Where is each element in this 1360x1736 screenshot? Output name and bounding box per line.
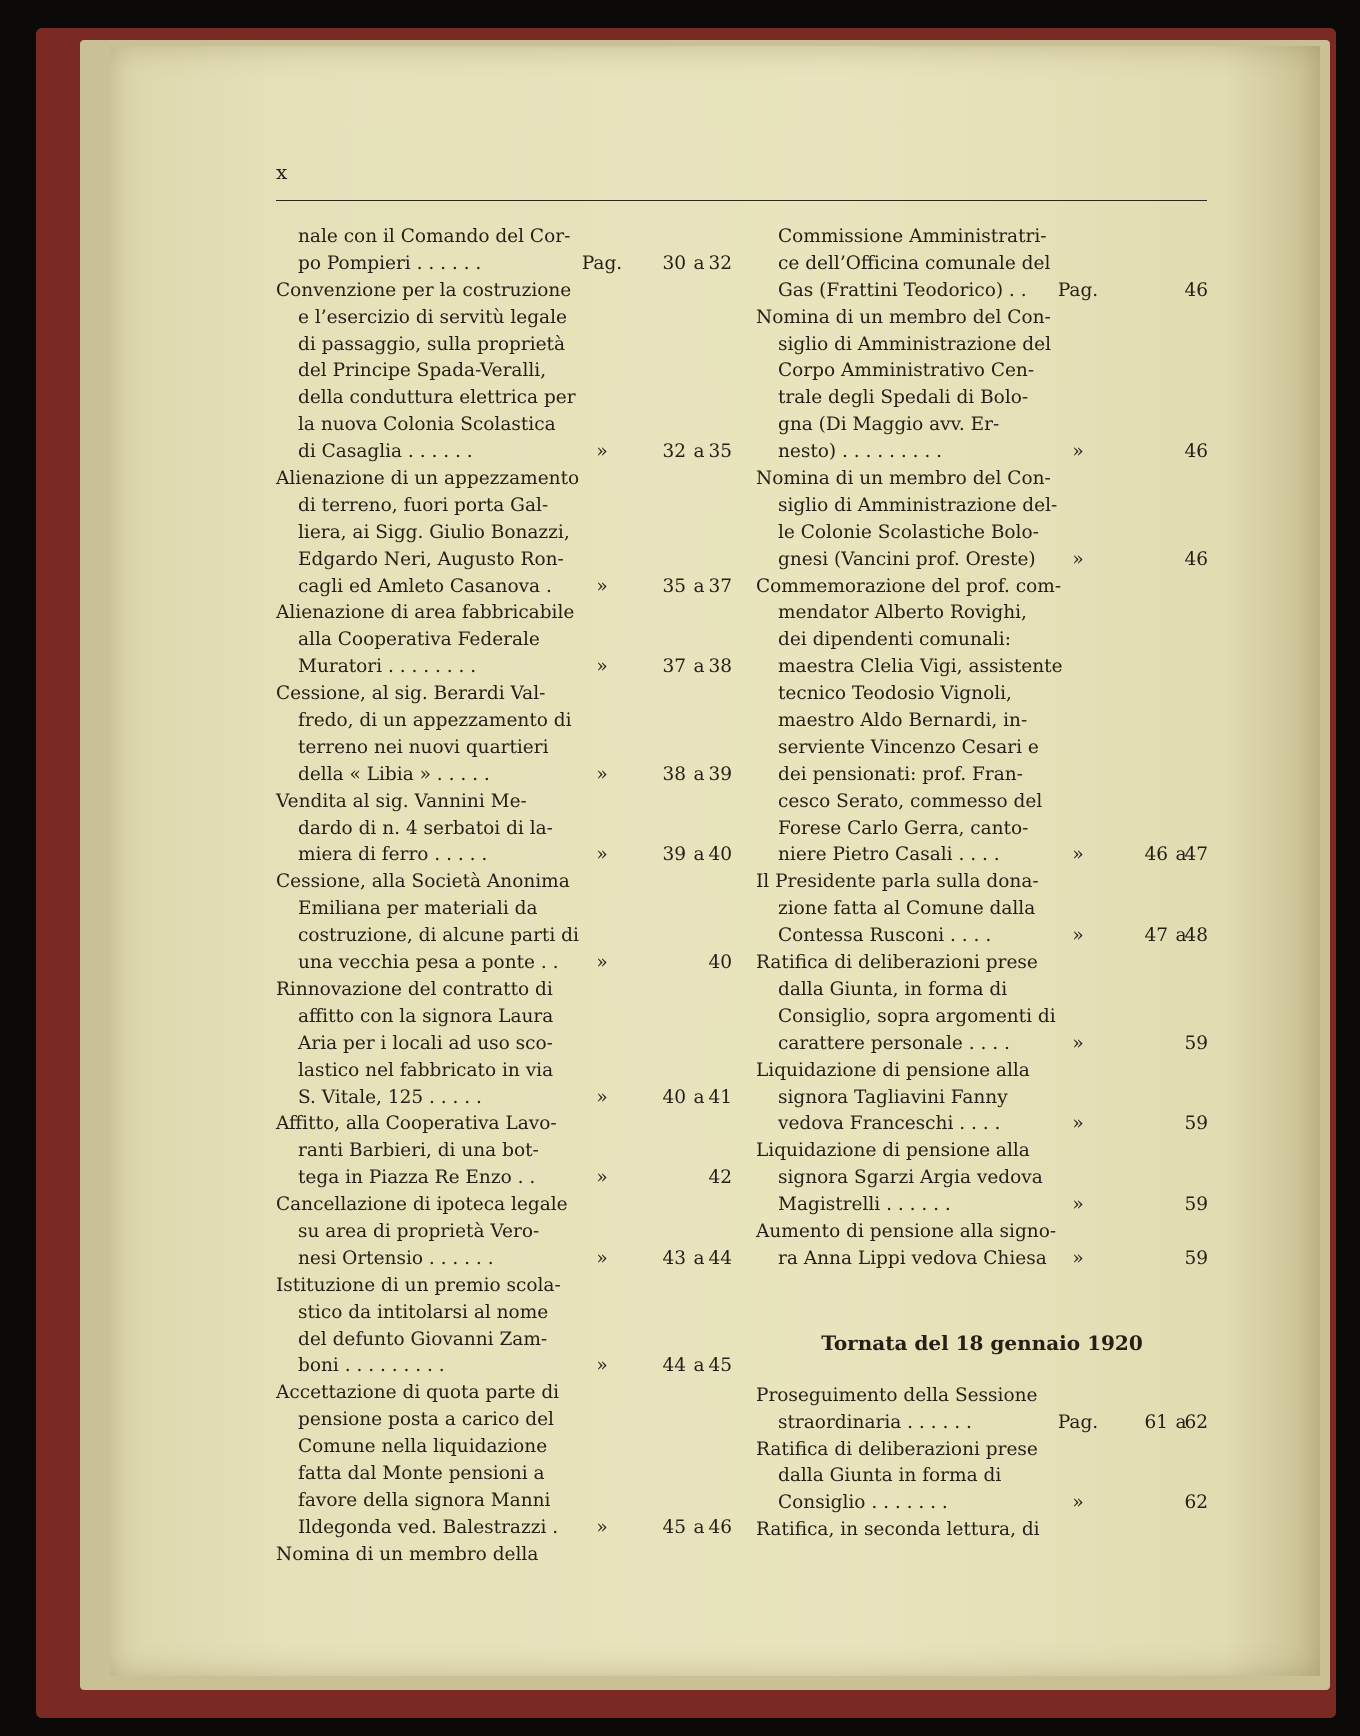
index-entry-line	[276, 547, 732, 574]
entry-text: nesi Ortensio . . . . . .	[298, 1247, 494, 1269]
index-entry-line	[276, 1246, 732, 1273]
entry-text: terreno nei nuovi quartieri	[298, 736, 549, 758]
entry-text: siglio di Amministrazione del-	[778, 494, 1058, 516]
entry-text: Rinnovazione del contratto di	[276, 978, 553, 1000]
page-end: 44	[708, 1247, 732, 1269]
entry-text: ra Anna Lippi vedova Chiesa	[778, 1247, 1047, 1269]
page-ref-prefix: »	[596, 1355, 608, 1377]
index-entry-line	[276, 305, 732, 332]
entry-text: Forese Carlo Gerra, canto-	[778, 817, 1029, 839]
page-start: 39	[662, 844, 686, 866]
entry-text: Liquidazione di pensione alla	[756, 1140, 1030, 1162]
page-end: 59	[1184, 1032, 1208, 1054]
page-range-sep: a	[1175, 1411, 1187, 1433]
page-end: 62	[1184, 1411, 1208, 1433]
page-range-sep: a	[1175, 844, 1187, 866]
page-ref-prefix: »	[596, 1247, 608, 1269]
page-reference	[1052, 547, 1208, 574]
page-ref-prefix: »	[1072, 1113, 1084, 1135]
entry-text: Contessa Rusconi . . . .	[778, 925, 992, 947]
page-start: 43	[662, 1247, 686, 1269]
entry-text: stico da intitolarsi al nome	[298, 1301, 549, 1323]
page-ref-prefix: »	[596, 575, 608, 597]
page-ref-prefix: »	[1072, 548, 1084, 570]
page-reference	[1052, 1031, 1208, 1058]
entry-text: pensione posta a carico del	[298, 1409, 554, 1431]
page-ref-prefix: »	[596, 1086, 608, 1108]
entry-text: Ratifica di deliberazioni prese	[756, 1438, 1038, 1460]
entry-text: Proseguimento della Sessione	[756, 1384, 1038, 1406]
page-end: 35	[708, 441, 732, 463]
page-ref-prefix: »	[1072, 1194, 1084, 1216]
entry-text: Edgardo Neri, Augusto Ron-	[298, 548, 564, 570]
page-reference	[576, 762, 732, 789]
index-entry-line	[756, 762, 1208, 789]
index-entry-line	[276, 1138, 732, 1165]
entry-text: Alienazione di un appezzamento	[276, 468, 580, 490]
page-range-sep: a	[1175, 925, 1187, 947]
entry-text: cagli ed Amleto Casanova .	[298, 575, 552, 597]
index-entry-line	[756, 493, 1208, 520]
entry-text: cesco Serato, commesso del	[778, 790, 1043, 812]
index-entry-line	[276, 224, 732, 251]
page-reference	[1052, 923, 1208, 950]
page-end: 46	[1184, 441, 1208, 463]
index-entry-line	[276, 600, 732, 627]
index-entry-line	[276, 251, 732, 278]
page-start: 45	[662, 1516, 686, 1538]
index-entry-line	[276, 1380, 732, 1407]
entry-text: S. Vitale, 125 . . . . .	[298, 1086, 482, 1108]
index-entry-line	[276, 681, 732, 708]
index-entry-line	[276, 816, 732, 843]
entry-text: lastico nel fabbricato in via	[298, 1059, 554, 1081]
page-end: 46	[1184, 548, 1208, 570]
entry-text: tega in Piazza Re Enzo . .	[298, 1167, 536, 1189]
page-end: 40	[708, 952, 732, 974]
page-start: 30	[662, 252, 686, 274]
page-start: 37	[662, 656, 686, 678]
page-end: 37	[708, 575, 732, 597]
index-entry-line	[276, 332, 732, 359]
entry-text: dei pensionati: prof. Fran-	[778, 763, 1023, 785]
index-entry-line	[756, 358, 1208, 385]
index-entry-line	[276, 896, 732, 923]
index-entry-line	[276, 1353, 732, 1380]
entry-text: Nomina di un membro della	[276, 1543, 539, 1565]
page-end: 46	[1184, 279, 1208, 301]
page-start: 35	[662, 575, 686, 597]
index-entry-line	[756, 278, 1208, 305]
entry-text: maestro Aldo Bernardi, in-	[778, 710, 1028, 732]
entry-text: della « Libia » . . . . .	[298, 763, 490, 785]
index-entry-line	[276, 869, 732, 896]
entry-text: Muratori . . . . . . . .	[298, 656, 477, 678]
entry-text: Alienazione di area fabbricabile	[276, 602, 575, 624]
entry-text: affitto con la signora Laura	[298, 1005, 554, 1027]
page-reference	[576, 574, 732, 601]
index-entry-line	[756, 466, 1208, 493]
index-entry-line	[276, 762, 732, 789]
entry-text: Consiglio . . . . . . .	[778, 1492, 948, 1514]
entry-text: boni . . . . . . . . .	[298, 1355, 445, 1377]
page-range-sep: a	[693, 844, 705, 866]
page-end: 42	[708, 1167, 732, 1189]
entry-text: Aria per i locali ad uso sco-	[298, 1032, 553, 1054]
page-reference	[576, 1515, 732, 1542]
entry-text: po Pompieri . . . . . .	[298, 252, 482, 274]
entry-text: gnesi (Vancini prof. Oreste)	[778, 548, 1036, 570]
entry-text: Convenzione per la costruzione	[276, 279, 572, 301]
page-range-sep: a	[693, 1516, 705, 1538]
entry-text: dardo di n. 4 serbatoi di la-	[298, 817, 553, 839]
entry-text: nesto) . . . . . . . . .	[778, 441, 942, 463]
page-ref-prefix: »	[596, 1167, 608, 1189]
section-spacer	[756, 1273, 1208, 1303]
index-entry-line	[276, 627, 732, 654]
index-entry-line	[756, 1517, 1208, 1544]
section-heading: Tornata del 18 gennaio 1920	[821, 1330, 1143, 1355]
index-entry-line	[276, 977, 732, 1004]
entry-text: Commemorazione del prof. com-	[756, 575, 1062, 597]
index-entry-line	[276, 842, 732, 869]
entry-text: del defunto Giovanni Zam-	[298, 1328, 548, 1350]
entry-text: Magistrelli . . . . . .	[778, 1194, 951, 1216]
index-entry-line	[756, 1165, 1208, 1192]
entry-text: signora Tagliavini Fanny	[778, 1086, 1008, 1108]
entry-text: siglio di Amministrazione del	[778, 333, 1051, 355]
index-entry-line	[276, 466, 732, 493]
index-entry-line	[756, 305, 1208, 332]
index-entry-line	[756, 1437, 1208, 1464]
index-entry-line	[276, 1515, 732, 1542]
entry-text: vedova Franceschi . . . .	[778, 1113, 1001, 1135]
page-ref-prefix: »	[1072, 1032, 1084, 1054]
page-start: 40	[662, 1086, 686, 1108]
index-entry-line	[756, 412, 1208, 439]
index-entry-line	[276, 708, 732, 735]
entry-text: Emiliana per materiali da	[298, 898, 538, 920]
index-entry-line	[276, 950, 732, 977]
page-ref-prefix: »	[1072, 1247, 1084, 1269]
index-column-right	[756, 224, 1208, 1544]
entry-text: Gas (Frattini Teodorico) . .	[778, 279, 1027, 301]
index-entry-line	[276, 520, 732, 547]
index-column-left	[276, 224, 732, 1569]
index-entry-line	[756, 1111, 1208, 1138]
page-ref-prefix: »	[596, 952, 608, 974]
entry-text: miera di ferro . . . . .	[298, 844, 488, 866]
index-entry-line	[756, 1192, 1208, 1219]
page-reference	[1052, 1111, 1208, 1138]
page-ref-prefix: »	[1072, 925, 1084, 947]
entry-text: ce dell’Officina comunale del	[778, 252, 1051, 274]
page-reference	[576, 842, 732, 869]
page-end: 59	[1184, 1194, 1208, 1216]
index-entry-line	[756, 332, 1208, 359]
page-ref-prefix: »	[596, 1516, 608, 1538]
entry-text: nale con il Comando del Cor-	[298, 226, 571, 247]
entry-text: niere Pietro Casali . . . .	[778, 844, 1000, 866]
index-entry-line	[276, 1488, 732, 1515]
page-end: 32	[708, 252, 732, 274]
entry-text: fredo, di un appezzamento di	[298, 710, 572, 732]
page-reference	[576, 1085, 732, 1112]
entry-text: di passaggio, sulla proprietà	[298, 333, 566, 355]
index-entry-line	[756, 1138, 1208, 1165]
index-entry-line	[756, 224, 1208, 251]
index-entry-line	[756, 735, 1208, 762]
page-reference	[576, 1353, 732, 1380]
page-ref-prefix: »	[1072, 1492, 1084, 1514]
index-entry-line	[276, 439, 732, 466]
page-ref-prefix: Pag.	[1057, 279, 1099, 301]
page-range-sep: a	[693, 763, 705, 785]
index-entry-line	[756, 816, 1208, 843]
page-reference	[1052, 1410, 1208, 1437]
index-entry-line	[276, 1085, 732, 1112]
index-entry-line	[276, 1004, 732, 1031]
index-entry-line	[276, 1058, 732, 1085]
entry-text: dei dipendenti comunali:	[778, 629, 1011, 651]
page-end: 46	[708, 1516, 732, 1538]
entry-text: Cessione, alla Società Anonima	[276, 871, 570, 893]
entry-text: carattere personale . . . .	[778, 1032, 1010, 1054]
entry-text: mendator Alberto Rovighi,	[778, 602, 1027, 624]
entry-text: del Principe Spada-Veralli,	[298, 360, 547, 382]
index-entry-line	[276, 1434, 732, 1461]
index-entry-line	[756, 977, 1208, 1004]
index-entry-line	[276, 385, 732, 412]
entry-text: una vecchia pesa a ponte . .	[298, 952, 559, 974]
index-entry-line	[276, 1165, 732, 1192]
index-entry-line	[756, 842, 1208, 869]
index-entry-line	[276, 735, 732, 762]
entry-text: dalla Giunta in forma di	[778, 1465, 1002, 1487]
index-entry-line	[756, 1490, 1208, 1517]
index-entry-line	[756, 439, 1208, 466]
index-entry-line	[756, 520, 1208, 547]
entry-text: Il Presidente parla sulla dona-	[756, 871, 1039, 893]
index-entry-line	[756, 654, 1208, 681]
index-entry-line	[276, 923, 732, 950]
index-entry-line	[276, 358, 732, 385]
index-entry-line	[756, 547, 1208, 574]
page-reference	[576, 950, 732, 977]
page-reference	[1052, 842, 1208, 869]
entry-text: fatta dal Monte pensioni a	[298, 1462, 545, 1484]
page-range-sep: a	[693, 1086, 705, 1108]
index-column-right-bottom	[756, 1383, 1208, 1544]
entry-text: Istituzione di un premio scola-	[276, 1274, 561, 1296]
index-entry-line	[276, 1300, 732, 1327]
index-entry-line	[756, 923, 1208, 950]
entry-text: Ildegonda ved. Balestrazzi .	[298, 1516, 559, 1538]
entry-text: Affitto, alla Cooperativa Lavo-	[276, 1113, 557, 1135]
index-entry-line	[276, 1031, 732, 1058]
page-end: 59	[1184, 1113, 1208, 1135]
entry-text: serviente Vincenzo Cesari e	[778, 736, 1039, 758]
entry-text: signora Sgarzi Argia vedova	[778, 1167, 1043, 1189]
entry-text: e l’esercizio di servitù legale	[298, 306, 567, 328]
entry-text: Accettazione di quota parte di	[276, 1382, 560, 1404]
entry-text: Ratifica, in seconda lettura, di	[756, 1519, 1040, 1541]
entry-text: le Colonie Scolastiche Bolo-	[778, 521, 1039, 543]
entry-text: straordinaria . . . . . .	[778, 1411, 972, 1433]
page-end: 39	[708, 763, 732, 785]
page-end: 48	[1184, 925, 1208, 947]
entry-text: ranti Barbieri, di una bot-	[298, 1140, 539, 1162]
page-ref-prefix: »	[596, 656, 608, 678]
entry-text: costruzione, di alcune parti di	[298, 925, 579, 947]
page-reference	[576, 654, 732, 681]
entry-text: maestra Clelia Vigi, assistente	[778, 656, 1063, 678]
entry-text: su area di proprietà Vero-	[298, 1220, 540, 1242]
page-start: 47	[1144, 925, 1168, 947]
index-entry-line	[276, 1192, 732, 1219]
index-entry-line	[756, 896, 1208, 923]
entry-text: Aumento di pensione alla signo-	[756, 1220, 1057, 1242]
entry-text: della conduttura elettrica per	[298, 387, 576, 409]
page-range-sep: a	[693, 1247, 705, 1269]
page-start: 44	[662, 1355, 686, 1377]
index-entry-line	[276, 1407, 732, 1434]
entry-text: Corpo Amministrativo Cen-	[778, 360, 1035, 382]
index-entry-line	[756, 1085, 1208, 1112]
index-column-right-top	[756, 224, 1208, 1273]
index-entry-line	[756, 1219, 1208, 1246]
index-entry-line	[276, 574, 732, 601]
index-entry-line	[756, 1004, 1208, 1031]
page-reference	[576, 1165, 732, 1192]
entry-text: Consiglio, sopra argomenti di	[778, 1005, 1056, 1027]
page-end: 45	[708, 1355, 732, 1377]
page-ref-prefix: Pag.	[581, 252, 623, 274]
index-entry-line	[276, 1219, 732, 1246]
entry-text: Comune nella liquidazione	[298, 1436, 548, 1458]
entry-text: di Casaglia . . . . . .	[298, 441, 473, 463]
index-entry-line	[276, 493, 732, 520]
index-entry-line	[756, 1031, 1208, 1058]
page-start: 38	[662, 763, 686, 785]
page-end: 47	[1184, 844, 1208, 866]
index-entry-line	[756, 789, 1208, 816]
page-range-sep: a	[693, 441, 705, 463]
index-entry-line	[756, 1383, 1208, 1410]
index-entry-line	[756, 1410, 1208, 1437]
index-entry-line	[756, 708, 1208, 735]
entry-text: liera, ai Sigg. Giulio Bonazzi,	[298, 521, 570, 543]
index-entry-line	[756, 574, 1208, 601]
page-reference	[1052, 439, 1208, 466]
entry-text: gna (Di Maggio avv. Er-	[778, 414, 1000, 436]
page-start: 46	[1144, 844, 1168, 866]
index-entry-line	[756, 1246, 1208, 1273]
page-ref-prefix: »	[1072, 441, 1084, 463]
entry-text: Cancellazione di ipoteca legale	[276, 1194, 568, 1216]
entry-text: zione fatta al Comune dalla	[778, 898, 1036, 920]
page-range-sep: a	[693, 252, 705, 274]
entry-text: Cessione, al sig. Berardi Val-	[276, 683, 546, 705]
index-entry-line	[276, 1273, 732, 1300]
page-reference	[1052, 278, 1208, 305]
index-entry-line	[756, 681, 1208, 708]
index-entry-line	[756, 627, 1208, 654]
page-reference	[1052, 1246, 1208, 1273]
page-start: 32	[662, 441, 686, 463]
page-end: 40	[708, 844, 732, 866]
page-range-sep: a	[693, 575, 705, 597]
page-ref-prefix: »	[596, 763, 608, 785]
page-end: 62	[1184, 1492, 1208, 1514]
index-entry-line	[276, 412, 732, 439]
page-range-sep: a	[693, 656, 705, 678]
entry-text: Commissione Amministratri-	[778, 226, 1047, 247]
index-entry-line	[276, 1327, 732, 1354]
entry-text: alla Cooperativa Federale	[298, 629, 540, 651]
entry-text: favore della signora Manni	[298, 1489, 551, 1511]
index-entry-line	[756, 950, 1208, 977]
page-reference	[1052, 1192, 1208, 1219]
index-entry-line	[276, 1111, 732, 1138]
page-range-sep: a	[693, 1355, 705, 1377]
page-ref-prefix: Pag.	[1057, 1411, 1099, 1433]
page-ref-prefix: »	[1072, 844, 1084, 866]
page-ref-prefix: »	[596, 441, 608, 463]
entry-text: Liquidazione di pensione alla	[756, 1059, 1030, 1081]
index-entry-line	[756, 385, 1208, 412]
entry-text: di terreno, fuori porta Gal-	[298, 494, 549, 516]
page-ref-prefix: »	[596, 844, 608, 866]
index-entry-line	[276, 789, 732, 816]
index-entry-line	[276, 1461, 732, 1488]
index-entry-line	[756, 1463, 1208, 1490]
entry-text: Nomina di un membro del Con-	[756, 468, 1051, 490]
page-reference	[576, 251, 732, 278]
index-entry-line	[276, 654, 732, 681]
header-rule	[276, 200, 1207, 201]
page-reference	[1052, 1490, 1208, 1517]
page-end: 59	[1184, 1247, 1208, 1269]
page-start: 61	[1144, 1411, 1168, 1433]
entry-text: tecnico Teodosio Vignoli,	[778, 683, 1012, 705]
page-folio: x	[276, 160, 288, 184]
entry-text: dalla Giunta, in forma di	[778, 978, 1008, 1000]
index-entry-line	[756, 869, 1208, 896]
entry-text: Vendita al sig. Vannini Me-	[276, 790, 527, 812]
index-entry-line	[276, 1542, 732, 1569]
entry-text: trale degli Spedali di Bolo-	[778, 387, 1029, 409]
index-entry-line	[276, 278, 732, 305]
index-entry-line	[756, 1058, 1208, 1085]
index-entry-line	[756, 251, 1208, 278]
entry-text: Nomina di un membro del Con-	[756, 306, 1051, 328]
index-entry-line	[756, 600, 1208, 627]
page-end: 38	[708, 656, 732, 678]
page-reference	[576, 1246, 732, 1273]
entry-text: la nuova Colonia Scolastica	[298, 414, 556, 436]
entry-text: Ratifica di deliberazioni prese	[756, 952, 1038, 974]
page-end: 41	[708, 1086, 732, 1108]
page-reference	[576, 439, 732, 466]
